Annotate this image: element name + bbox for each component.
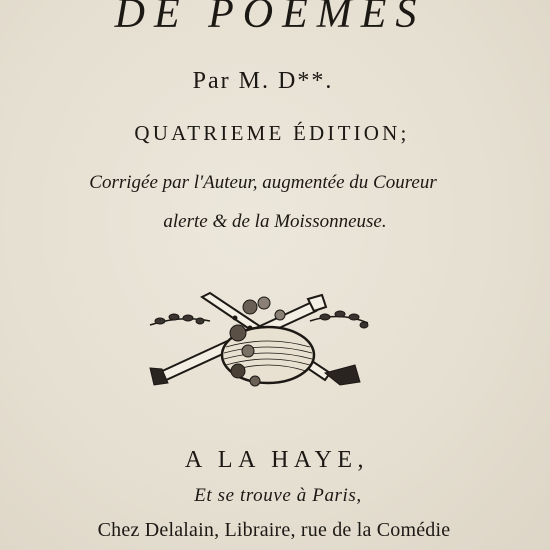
publisher-line: Chez Delalain, Libraire, rue de la Comédie — [97, 519, 451, 541]
edition-line: QUATRIEME ÉDITION; — [134, 121, 410, 145]
author-line: Par M. D**. — [192, 68, 334, 94]
place-line: A LA HAYE, — [184, 447, 370, 473]
book-title: DE POEMES — [114, 0, 426, 37]
ornament-tambourine-flute-flowers-icon — [140, 285, 380, 400]
description-line-2: alerte & de la Moissonneuse. — [163, 211, 387, 232]
sold-at-line: Et se trouve à Paris, — [194, 485, 362, 506]
description-line-1: Corrigée par l'Auteur, augmentée du Coureur — [89, 172, 437, 193]
